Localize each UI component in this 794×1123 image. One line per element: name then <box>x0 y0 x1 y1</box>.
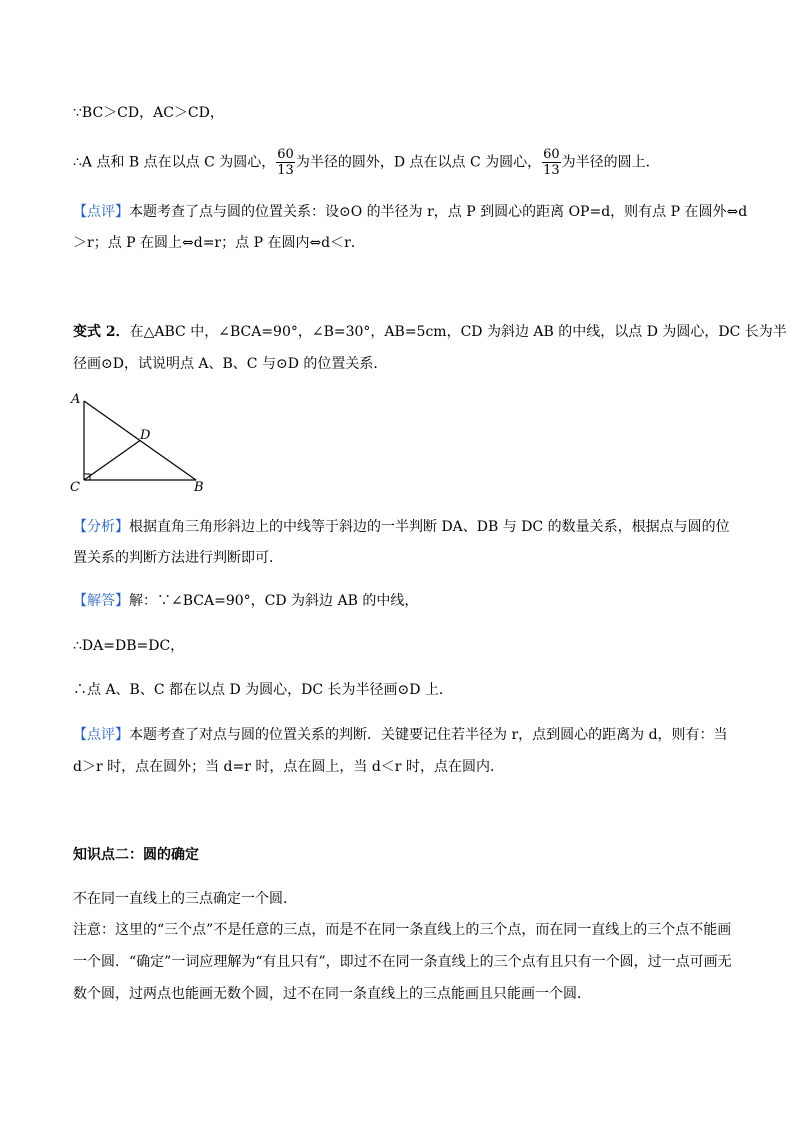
solution-tag: 【解答】 <box>73 593 129 609</box>
solution-line-3: ∴点 A、B、C 都在以点 D 为圆心，DC 长为半径画⊙D 上． <box>73 682 453 698</box>
analysis-line-2: 置关系的判断方法进行判断即可． <box>73 550 283 566</box>
knowledge-heading: 知识点二：圆的确定 <box>73 847 199 863</box>
comment-1-text: 本题考查了点与圆的位置关系：设⊙O 的半径为 r，点 P 到圆心的距离 OP=d，则有点 P 在圆外⇔d <box>129 204 748 220</box>
fraction-60-13-second <box>542 147 561 178</box>
comment-1-line-2: ＞r；点 P 在圆上⇔d=r；点 P 在圆内⇔d＜r． <box>73 235 365 251</box>
label-c: C <box>70 480 80 495</box>
variant-2-line-1 <box>73 322 787 342</box>
comment-2-line-1 <box>73 725 728 745</box>
fraction-denominator: 13 <box>543 163 560 178</box>
analysis-line-1 <box>73 517 730 537</box>
comment-tag: 【点评】 <box>73 204 129 220</box>
variant-2-text: 在△ABC 中，∠BCA=90°，∠B=30°，AB=5cm，CD 为斜边 AB 的中线，以点 D 为圆心，DC 长为半 <box>129 324 787 340</box>
label-a: A <box>71 392 81 407</box>
label-d: D <box>140 428 151 443</box>
label-b: B <box>194 480 204 495</box>
comment-2-text: 本题考查了对点与圆的位置关系的判断．关键要记住若半径为 r，点到圆心的距离为 d，则有：当 <box>129 727 728 743</box>
comment-1-line-1 <box>73 202 747 222</box>
proof-line-2 <box>73 147 660 178</box>
knowledge-line-1: 不在同一直线上的三点确定一个圆． <box>73 891 297 907</box>
solution-text: 解：∵∠BCA=90°，CD 为斜边 AB 的中线， <box>129 593 419 609</box>
comment-2-line-2: d＞r 时，点在圆外；当 d=r 时，点在圆上，当 d＜r 时，点在圆内． <box>73 759 504 775</box>
analysis-tag: 【分析】 <box>73 519 129 535</box>
solution-line-1 <box>73 591 418 611</box>
solution-line-2: ∴DA=DB=DC， <box>73 638 185 654</box>
fraction-60-13 <box>276 147 295 178</box>
knowledge-line-2: 注意：这里的“三个点”不是任意的三点，而是不在同一条直线上的三个点，而在同一直线上的三个点不能画 <box>73 922 732 938</box>
proof-line-2-part-b: 为半径的圆外，D 点在以点 C 为圆心， <box>295 154 542 171</box>
comment-tag: 【点评】 <box>73 727 129 743</box>
proof-line-2-part-c: 为半径的圆上． <box>561 154 660 171</box>
triangle-figure <box>66 390 226 500</box>
variant-2-line-2: 径画⊙D，试说明点 A、B、C 与⊙D 的位置关系． <box>73 356 388 372</box>
fraction-numerator: 60 <box>543 147 560 162</box>
knowledge-line-4: 数个圆，过两点也能画无数个圆，过不在同一条直线上的三点能画且只能画一个圆． <box>73 986 591 1002</box>
variant-2-label: 变式 2． <box>73 324 130 340</box>
fraction-denominator: 13 <box>277 163 294 178</box>
proof-line-1: ∵BC＞CD，AC＞CD， <box>73 105 224 121</box>
median-cd <box>84 441 140 481</box>
analysis-text: 根据直角三角形斜边上的中线等于斜边的一半判断 DA、DB 与 DC 的数量关系，根据点与圆的位 <box>129 519 730 535</box>
fraction-numerator: 60 <box>277 147 294 162</box>
knowledge-line-3: 一个圆．“确定”一词应理解为“有且只有”，即过不在同一条直线上的三个点有且只有一个圆，过一点可画无 <box>73 954 732 970</box>
proof-line-2-part-a: ∴A 点和 B 点在以点 C 为圆心， <box>73 154 276 171</box>
